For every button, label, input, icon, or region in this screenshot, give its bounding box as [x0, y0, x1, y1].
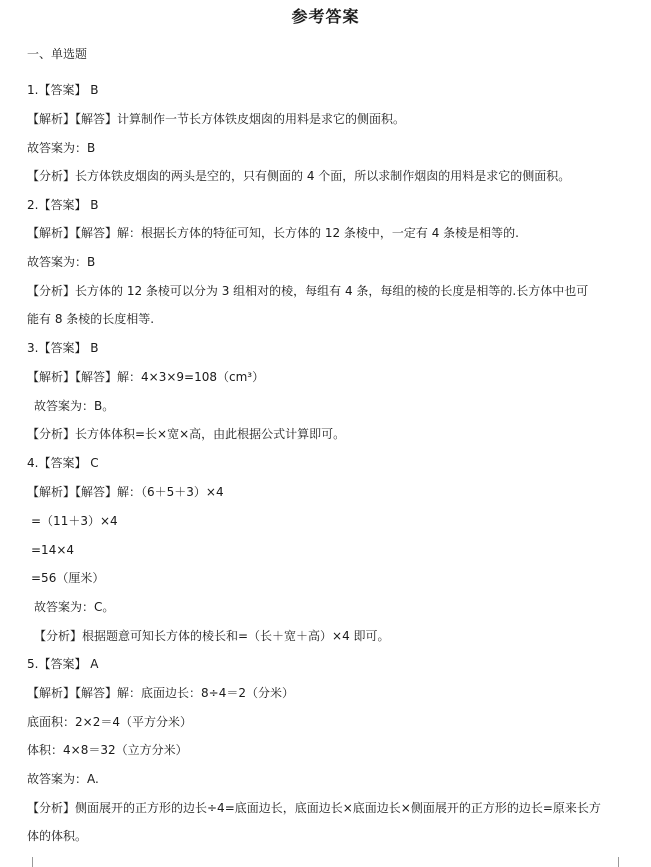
q4-answer: 4.【答案】 C [27, 456, 99, 470]
q4-step-2: =14×4 [31, 543, 75, 557]
q4-explain: 【分析】根据题意可知长方体的棱长和=（长＋宽＋高）×4 即可。 [34, 629, 390, 643]
q5-explain: 【分析】侧面展开的正方形的边长÷4=底面边长，底面边长×底面边长×侧面展开的正方形的边长=原来长方 [27, 801, 601, 815]
q5-analysis: 【解析】【解答】解：底面边长：8÷4＝2（分米） [27, 686, 294, 700]
q1-explain: 【分析】长方体铁皮烟囱的两头是空的，只有侧面的 4 个面，所以求制作烟囱的用料是求它的侧面积。 [27, 169, 571, 183]
q5-explain-cont: 体的体积。 [27, 829, 88, 843]
q1-answer: 1.【答案】 B [27, 83, 99, 97]
q5-answer: 5.【答案】 A [27, 657, 99, 671]
q4-step-1: =（11＋3）×4 [31, 514, 118, 528]
q2-explain-cont: 能有 8 条棱的长度相等. [27, 312, 155, 326]
page-title: 参考答案 [291, 7, 360, 26]
q1-result: 故答案为：B [27, 141, 96, 155]
q2-result: 故答案为：B [27, 255, 96, 269]
q3-explain: 【分析】长方体体积=长×宽×高，由此根据公式计算即可。 [27, 427, 346, 441]
q5-step-1: 底面积：2×2＝4（平方分米） [27, 715, 192, 729]
q3-analysis: 【解析】【解答】解：4×3×9=108（cm³） [27, 370, 265, 384]
q3-result: 故答案为：B。 [34, 399, 115, 413]
q1-analysis: 【解析】【解答】计算制作一节长方体铁皮烟囱的用料是求它的侧面积。 [27, 112, 406, 126]
page-corner-mark-right [618, 857, 629, 867]
page-corner-mark-left [22, 857, 33, 867]
q2-explain: 【分析】长方体的 12 条棱可以分为 3 组相对的棱，每组有 4 条，每组的棱的长度是相等的.长方体中也可 [27, 284, 589, 298]
q2-answer: 2.【答案】 B [27, 198, 99, 212]
q4-step-3: =56（厘米） [31, 571, 105, 585]
q4-analysis: 【解析】【解答】解：（6＋5＋3）×4 [27, 485, 224, 499]
q4-result: 故答案为：C。 [34, 600, 115, 614]
section-heading: 一、单选题 [27, 47, 88, 61]
q5-step-2: 体积：4×8＝32（立方分米） [27, 743, 188, 757]
q3-answer: 3.【答案】 B [27, 341, 99, 355]
q5-result: 故答案为：A. [27, 772, 99, 786]
q2-analysis: 【解析】【解答】解：根据长方体的特征可知，长方体的 12 条棱中，一定有 4 条棱是相等的. [27, 226, 519, 240]
